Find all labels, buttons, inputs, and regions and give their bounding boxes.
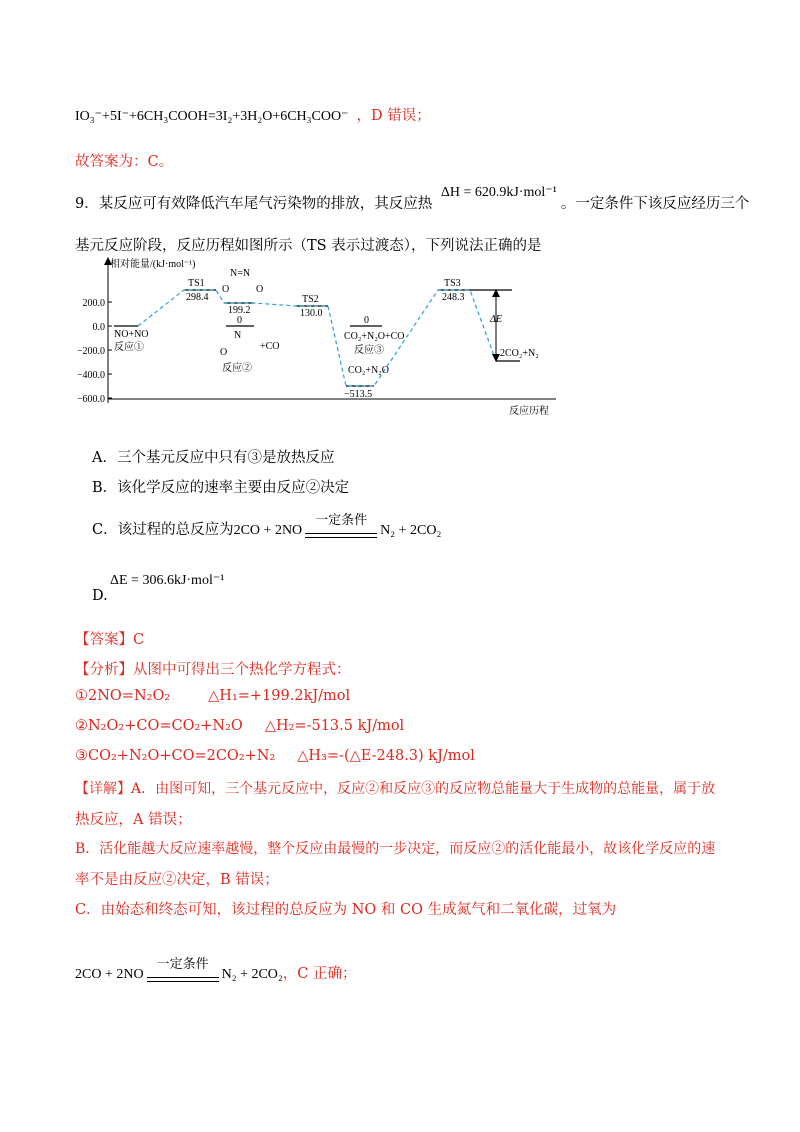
equation-3	[75, 748, 475, 764]
equation-3-reaction: ③CO₂+N₂O+CO=2CO₂+N₂	[75, 748, 276, 764]
ts3-value: 248.3	[442, 292, 465, 303]
delta-e-label: ΔE	[490, 314, 502, 325]
equation-3-enthalpy: △H₃=-(△E-248.3) kJ/mol	[297, 748, 475, 764]
detail-c-line-1: C．由始态和终态可知，该过程的总反应为 NO 和 CO 生成氮气和二氧化碳，过氧为	[75, 902, 617, 918]
final-lhs: 2CO + 2NO	[75, 967, 144, 982]
ts1-value: 298.4	[186, 292, 209, 303]
ts1-label: TS1	[188, 278, 205, 289]
n2o2-o1: O	[222, 284, 230, 295]
detail-a-line-2: 热反应，A 错误；	[75, 812, 192, 828]
y-axis-label: 相对能量/(kJ·mol⁻¹)	[110, 259, 196, 270]
detail-a-line-1: 【详解】A．由图可知，三个基元反应中，反应②和反应③的反应物总能量大于生成物的总能量，属于放	[75, 781, 716, 797]
final-condition-text: 一定条件	[156, 957, 209, 972]
detail-b-line-2: 率不是由反应②决定，B 错误；	[75, 872, 279, 888]
final-equation	[75, 957, 357, 983]
option-c-rhs: N₂ + 2CO₂	[380, 523, 442, 538]
reaction-2-label: 反应②	[222, 363, 252, 374]
min-species: CO₂+N₂O	[348, 365, 389, 376]
final-rhs: N₂ + 2CO₂	[221, 967, 283, 982]
reaction-heat: ΔH = 620.9kJ·mol⁻¹	[440, 185, 557, 200]
condition-text: 一定条件	[315, 513, 368, 528]
option-d-letter: D.	[92, 588, 108, 604]
option-b: B．该化学反应的速率主要由反应②决定	[92, 480, 350, 496]
option-c-lhs: 2CO + 2NO	[233, 523, 303, 538]
ts2-value: 130.0	[300, 308, 323, 319]
ts2-label: TS2	[302, 294, 319, 305]
y-tick-label: 0.0	[92, 322, 105, 333]
condition-arrow	[305, 513, 377, 537]
option-a: A．三个基元反应中只有③是放热反应	[92, 450, 335, 466]
equation-2-reaction: ②N₂O₂+CO=CO₂+N₂O	[75, 718, 243, 734]
option-d-judgement: ，D 错误；	[356, 108, 431, 124]
r2-o: O	[220, 347, 228, 358]
equation-2	[75, 718, 404, 734]
equation-1-enthalpy: △H₁=+199.2kJ/mol	[208, 688, 351, 704]
detail-b-line-1: B．活化能越大反应速率越慢，整个反应由最慢的一步决定，而反应②的活化能最小，故该化学反应的速	[75, 841, 716, 857]
reaction-3-label: 反应③	[354, 345, 384, 356]
r2-co: +CO	[260, 341, 280, 352]
y-ticks	[77, 298, 112, 405]
top-equation	[75, 104, 431, 125]
y-tick-label: −400.0	[76, 370, 105, 381]
question-text-b: 。一定条件下该反应经历三个	[560, 196, 750, 212]
option-c	[92, 513, 442, 539]
final-judgement: ，C 正确；	[282, 966, 357, 982]
question-line-2: 基元反应阶段，反应历程如图所示（TS 表示过渡态），下列说法正确的是	[75, 238, 542, 254]
start-species: NO+NO	[114, 329, 149, 340]
question-line-1	[75, 185, 750, 213]
energy-diagram	[72, 255, 562, 425]
equation-1	[75, 688, 350, 704]
reaction-1-label: 反应①	[114, 342, 144, 353]
analysis-intro: 【分析】从图中可得出三个热化学方程式：	[75, 662, 351, 678]
x-axis-label: 反应历程	[509, 406, 549, 417]
r2-n: N	[234, 330, 242, 341]
final-condition-arrow	[147, 957, 219, 981]
r3-species: CO₂+N₂O+CO	[344, 331, 405, 342]
equation-1-reaction: ①2NO=N₂O₂	[75, 688, 171, 704]
ts3-label: TS3	[444, 278, 461, 289]
zero-3: 0	[364, 315, 369, 326]
end-species: 2CO₂+N₂	[500, 348, 539, 359]
y-tick-label: −200.0	[76, 346, 105, 357]
min-value: −513.5	[344, 389, 373, 400]
option-d-equation: ΔE = 306.6kJ·mol⁻¹	[110, 573, 225, 588]
question-number: 9．	[75, 196, 99, 212]
y-tick-label: −600.0	[76, 394, 105, 405]
n2o2-o2: O	[256, 284, 264, 295]
n2o2-top: N=N	[230, 268, 251, 279]
previous-answer: 故答案为：C。	[75, 154, 174, 170]
answer-key: 【答案】C	[75, 632, 145, 648]
option-c-text: C．该过程的总反应为	[92, 522, 234, 538]
equation-iodate: IO₃⁻+5I⁻+6CH₃COOH=3I₂+3H₂O+6CH₃COO⁻	[75, 109, 349, 124]
zero-2: 0	[237, 315, 242, 326]
equation-2-enthalpy: △H₂=-513.5 kJ/mol	[264, 718, 405, 734]
question-text-a: 某反应可有效降低汽车尾气污染物的排放，其反应热	[98, 196, 433, 212]
y-tick-label: 200.0	[82, 298, 105, 309]
n2o2-value: 199.2	[228, 305, 251, 316]
